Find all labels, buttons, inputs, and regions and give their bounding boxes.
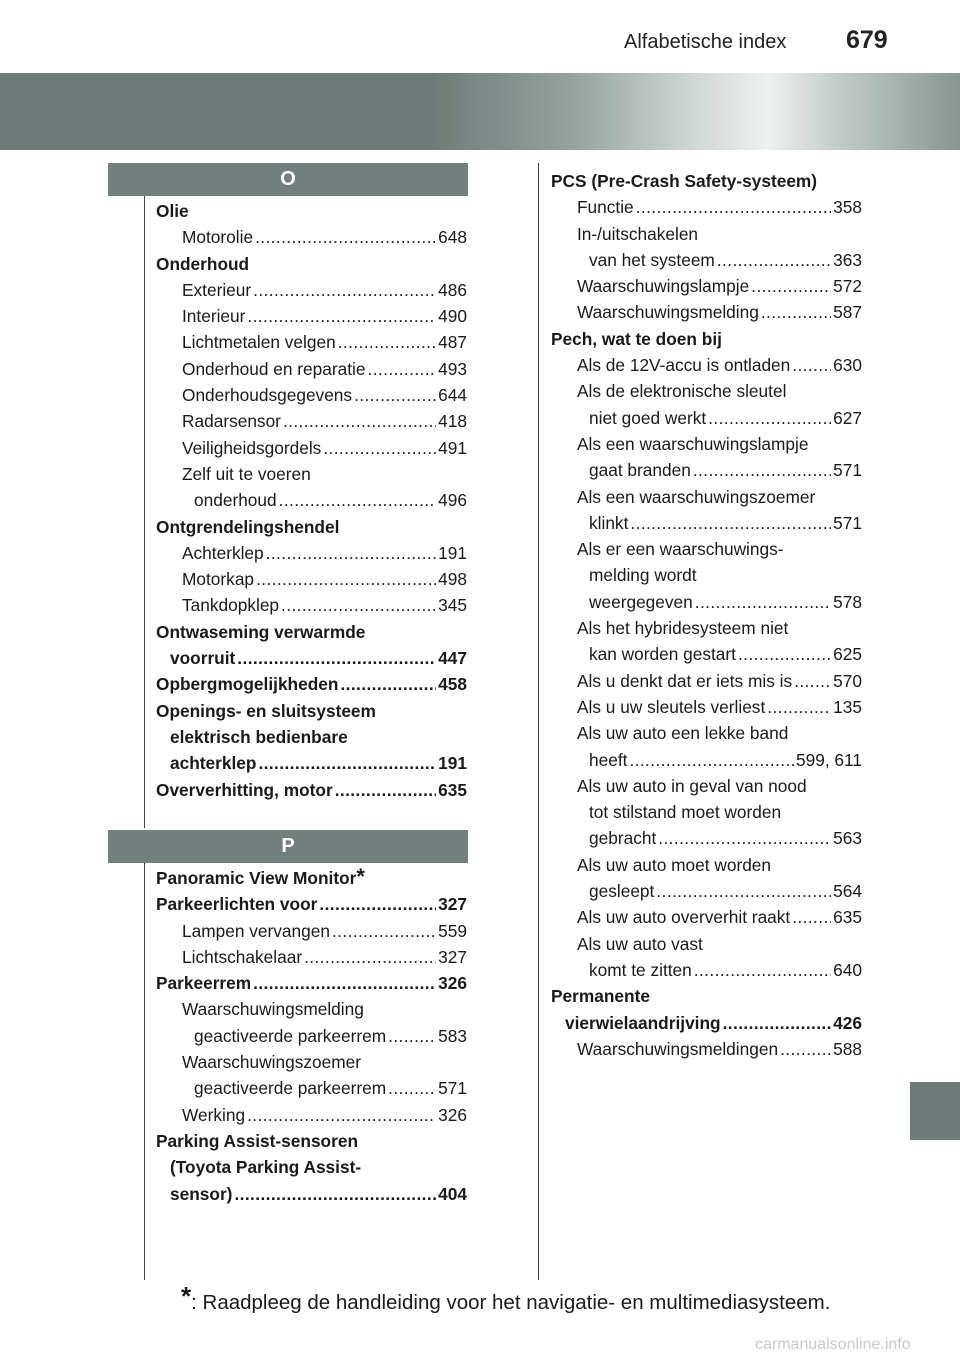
index-entry-text: tot stilstand moet worden [589,802,782,823]
page-reference: 570 [833,670,862,691]
index-entry [156,251,467,277]
page-reference: 498 [438,569,467,590]
index-entry-text: Motorolie [182,227,254,248]
index-entry [551,852,862,878]
column-divider-o [144,196,145,828]
index-entry-text: Lichtschakelaar [182,946,303,967]
index-entry-text: geactiveerde parkeerrem [194,1025,387,1046]
index-entry-text: Waarschuwingslampje [577,276,750,297]
index-entry-text: Als uw auto een lekke band [577,723,789,744]
index-entry-text: Interieur [182,306,246,327]
index-entry [551,299,862,325]
page-reference: 358 [833,197,862,218]
page-reference: 564 [833,881,862,902]
index-entry [156,645,467,671]
dot-leader [266,540,437,566]
dot-leader [792,352,831,378]
dot-leader [335,777,436,803]
dot-leader [767,694,831,720]
column-divider-p [144,863,145,1280]
index-entry [551,168,862,194]
index-entry [551,983,862,1009]
index-entry-text: Waarschuwingsmelding [577,302,759,323]
index-entry-text: onderhoud [194,490,277,511]
page-reference: 635 [438,779,467,800]
dot-leader [253,277,436,303]
index-entry-text: Pech, wat te doen bij [551,328,722,349]
index-entry-text: Tankdopklep [182,595,280,616]
index-entry-text: vierwielaandrijving [565,1012,721,1033]
index-entry [551,510,862,536]
index-entry-text: Waarschuwingszoemer [182,1052,361,1073]
dot-leader [247,303,436,329]
page-reference: 644 [438,385,467,406]
index-entry-text: achterklep [170,753,257,774]
page-reference: 490 [438,306,467,327]
index-entry [156,918,467,944]
index-list-o [156,198,467,803]
page-reference: 559 [438,920,467,941]
index-entry-text: niet goed werkt [589,407,707,428]
page-reference: 447 [438,648,467,669]
index-entry-text: gebracht [589,828,657,849]
page-reference: 404 [438,1183,467,1204]
index-entry-text: melding wordt [589,565,697,586]
index-entry-text: gesleept [589,881,655,902]
dot-leader [340,671,436,697]
footnote-text: : Raadpleeg de handleiding voor het navigatie- en multimediasysteem. [191,1291,831,1314]
footnote-star: * [181,1281,192,1311]
index-entry [156,1181,467,1207]
index-entry [551,799,862,825]
dot-leader [658,825,831,851]
index-entry [551,589,862,615]
index-list-p [156,865,467,1207]
index-entry-text: Als de 12V-accu is ontladen [577,355,791,376]
index-entry-text: Als de elektronische sleutel [577,381,787,402]
page-reference: 648 [438,227,467,248]
index-entry [156,1128,467,1154]
dot-leader [780,1036,831,1062]
index-entry-text: Als uw auto oververhit raakt [577,907,791,928]
index-entry-text: Radarsensor [182,411,281,432]
index-entry [156,1102,467,1128]
index-entry-text: Werking [182,1104,246,1125]
index-entry [156,303,467,329]
index-entry [551,536,862,562]
index-entry-text: Als een waarschuwingslampje [577,433,809,454]
index-entry [156,566,467,592]
index-entry [551,378,862,404]
index-entry-text: Opbergmogelijkheden [156,674,339,695]
index-entry-text: Als een waarschuwingszoemer [577,486,816,507]
dot-leader [694,957,831,983]
page-reference: 426 [833,1012,862,1033]
page-reference: 327 [438,894,467,915]
index-entry-text: klinkt [589,512,629,533]
dot-leader [738,641,831,667]
index-entry-text: Veiligheidsgordels [182,437,322,458]
page-reference: 493 [438,358,467,379]
dot-leader [323,435,436,461]
index-entry [156,970,467,996]
dot-leader [368,356,437,382]
index-entry-text: Exterieur [182,279,252,300]
index-entry [156,1049,467,1075]
dot-leader [708,405,831,431]
page-reference: 327 [438,946,467,967]
index-entry [156,698,467,724]
index-entry-text: komt te zitten [589,959,692,980]
dot-leader [304,944,436,970]
page-reference: 627 [833,407,862,428]
index-entry-text: weergegeven [589,591,693,612]
column-divider-middle [538,163,539,1280]
index-entry [156,408,467,434]
index-entry-text: Panoramic View Monitor [156,868,357,888]
index-entry [156,944,467,970]
index-entry-text: Oververhitting, motor [156,779,333,800]
index-entry-text: gaat branden [589,460,691,481]
index-entry-text: Onderhoud en reparatie [182,358,366,379]
index-entry [551,931,862,957]
index-entry [156,329,467,355]
index-entry-text: In-/uitschakelen [577,223,699,244]
index-entry [156,592,467,618]
index-entry-text: Als het hybridesysteem niet [577,618,789,639]
index-entry [551,484,862,510]
dot-leader [388,1075,436,1101]
index-entry [156,487,467,513]
page-reference: 571 [833,512,862,533]
dot-leader [792,904,831,930]
page-reference: 458 [438,674,467,695]
index-entry [551,668,862,694]
index-entry [156,356,467,382]
index-entry [156,777,467,803]
index-entry-text: Als uw auto vast [577,933,703,954]
dot-leader [253,970,436,996]
section-header-p: P [108,830,468,863]
dot-leader [695,589,831,615]
chapter-tab [910,1082,960,1140]
page-reference: 496 [438,490,467,511]
index-entry [156,1023,467,1049]
page-header [0,0,960,66]
index-entry-text: Als uw auto in geval van nood [577,775,807,796]
page-reference: 583 [438,1025,467,1046]
index-entry [551,457,862,483]
dot-leader [630,510,831,536]
page-reference: 588 [833,1038,862,1059]
page-reference: 345 [438,595,467,616]
page-reference: 571 [438,1078,467,1099]
index-entry-text: kan worden gestart [589,644,736,665]
index-entry [156,540,467,566]
page-reference: 630 [833,355,862,376]
dot-leader [279,487,437,513]
section-header-o: O [108,163,468,196]
dot-leader [354,382,436,408]
watermark: carmanualsonline.info [755,1336,911,1353]
index-entry [551,904,862,930]
index-entry-text: Ontwaseming verwarmde [156,621,366,642]
index-entry [551,615,862,641]
page-reference: 578 [833,591,862,612]
index-entry [551,1010,862,1036]
page-reference: 135 [833,696,862,717]
index-entry-text: Lichtmetalen velgen [182,332,336,353]
index-entry [551,1036,862,1062]
index-entry-text: Ontgrendelingshendel [156,516,340,537]
index-entry [156,277,467,303]
index-entry-text: Zelf uit te voeren [182,463,311,484]
index-entry-text: Parkeerlichten voor [156,894,318,915]
page-reference: 625 [833,644,862,665]
index-entry-text: Lampen vervangen [182,920,330,941]
index-entry [156,619,467,645]
index-entry [551,773,862,799]
dot-leader [237,645,436,671]
dot-leader [636,194,831,220]
dot-leader [761,299,831,325]
page-reference: 191 [438,753,467,774]
index-entry-text: Olie [156,201,189,221]
index-entry-text: PCS (Pre-Crash Safety-systeem) [551,171,818,191]
index-entry [551,641,862,667]
index-entry [551,221,862,247]
index-entry-text: geactiveerde parkeerrem [194,1078,387,1099]
index-entry [156,891,467,917]
index-entry [156,435,467,461]
index-entry [551,747,862,773]
dot-leader [281,592,436,618]
index-entry-text: Parkeerrem [156,973,252,994]
dot-leader [319,891,436,917]
index-entry [156,724,467,750]
index-entry-text: Als u denkt dat er iets mis is [577,670,793,691]
index-entry-text: Als u uw sleutels verliest [577,696,766,717]
index-entry [551,194,862,220]
dot-leader [751,273,831,299]
page-reference: 587 [833,302,862,323]
index-entry-text: sensor) [170,1183,233,1204]
index-entry-text: Functie [577,197,634,218]
index-entry [551,405,862,431]
index-entry [551,326,862,352]
dot-leader [258,750,436,776]
dot-leader [283,408,436,434]
index-entry-text: Als er een waarschuwings- [577,539,784,560]
page-number: 679 [846,26,888,54]
page-reference: 486 [438,279,467,300]
index-entry [551,562,862,588]
index-entry [551,694,862,720]
page-reference: 326 [438,973,467,994]
index-entry-text: Waarschuwingsmelding [182,999,364,1020]
index-entry-text: Openings- en sluitsysteem [156,700,376,721]
page-reference: 487 [438,332,467,353]
decorative-banner [0,73,960,150]
index-entry [156,382,467,408]
dot-leader [338,329,436,355]
index-entry [551,825,862,851]
footnote [181,1281,830,1315]
dot-leader [234,1181,436,1207]
index-entry [156,198,467,224]
dot-leader [388,1023,436,1049]
index-entry-text: Onderhoud [156,253,250,274]
index-entry-text: voorruit [170,648,236,669]
page-reference: 418 [438,411,467,432]
dot-leader [332,918,436,944]
index-entry-text: Motorkap [182,569,255,590]
page-reference: 599, 611 [796,749,862,770]
index-entry-text: Permanente [551,986,650,1007]
index-entry [551,431,862,457]
page-reference: 572 [833,276,862,297]
page-reference: 326 [438,1104,467,1125]
page-reference: 363 [833,249,862,270]
page-reference: 191 [438,542,467,563]
index-entry-text: Onderhoudsgegevens [182,385,353,406]
index-entry [551,352,862,378]
index-entry [551,720,862,746]
dot-leader [717,247,831,273]
dot-leader [723,1010,832,1036]
index-entry-text: elektrisch bedienbare [170,726,348,747]
index-entry-text: Parking Assist-sensoren [156,1130,359,1151]
index-entry [156,1075,467,1101]
dot-leader [247,1102,436,1128]
index-entry [551,878,862,904]
index-entry [156,461,467,487]
page-reference: 571 [833,460,862,481]
index-entry-text: heeft [589,749,628,770]
dot-leader [794,668,831,694]
dot-leader [629,747,794,773]
index-entry-text: Waarschuwingsmeldingen [577,1038,779,1059]
dot-leader [255,224,436,250]
index-entry [551,247,862,273]
index-entry [156,514,467,540]
index-entry [156,1154,467,1180]
index-entry [551,957,862,983]
dot-leader [256,566,436,592]
page-title: Alfabetische index [624,31,787,53]
index-entry [156,224,467,250]
dot-leader [656,878,831,904]
index-entry-text: Achterklep [182,542,264,563]
page-reference: 563 [833,828,862,849]
index-entry [551,273,862,299]
page-reference: 640 [833,959,862,980]
index-list-pcs [551,168,862,1062]
page-reference: 491 [438,437,467,458]
page-reference: 635 [833,907,862,928]
index-entry: Panoramic View Monitor * [156,865,467,891]
index-entry-text: (Toyota Parking Assist- [170,1157,362,1178]
dot-leader [693,457,831,483]
index-entry [156,671,467,697]
index-entry-text: Als uw auto moet worden [577,854,772,875]
index-entry [156,996,467,1022]
index-entry-text: van het systeem [589,249,715,270]
index-entry [156,750,467,776]
